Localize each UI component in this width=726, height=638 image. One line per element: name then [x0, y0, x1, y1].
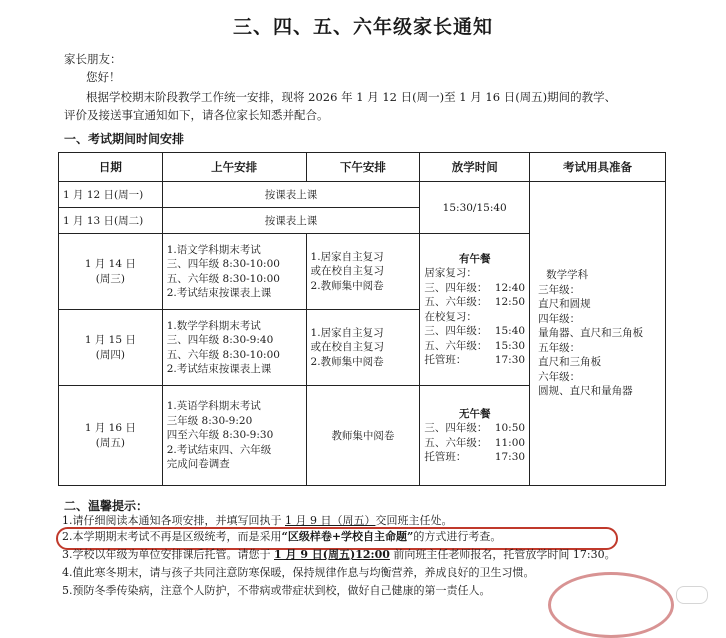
afternoon-line: 1.居家自主复习: [310, 250, 384, 263]
dismissal-cell: 15:30/15:40: [420, 182, 530, 234]
section-heading-schedule: 一、考试期间时间安排: [64, 132, 185, 146]
afternoon-cell: [306, 234, 420, 310]
tools-line: 五年级：: [538, 341, 581, 354]
dismissal-cell: [420, 386, 530, 486]
table-row: [59, 182, 666, 208]
morning-line: 2.考试结束按课表上课: [166, 287, 272, 299]
dismissal-line: 五、六年级： 15:30: [424, 339, 526, 352]
header-date: 日期: [59, 153, 163, 182]
date-line: (周五): [95, 436, 125, 449]
section-heading-tips: 二、温馨提示：: [64, 499, 149, 513]
morning-line: 2.考试结束按课表上课: [166, 363, 272, 375]
schedule-table: [58, 152, 666, 486]
dismissal-line: 托管班： 17:30: [424, 451, 526, 463]
date-cell: [59, 310, 163, 386]
tools-line: 四年级：: [538, 312, 581, 325]
afternoon-line: 或在校自主复习: [310, 265, 385, 278]
dismissal-line: 五、六年级： 11:00: [424, 436, 526, 449]
dismissal-heading: 无午餐: [458, 407, 491, 420]
page-title: 三、四、五、六年级家长通知: [232, 16, 493, 38]
morning-line: 三年级 8:30-9:20: [166, 414, 253, 427]
afternoon-line: 或在校自主复习: [310, 341, 385, 354]
date-line: (周四): [95, 348, 125, 361]
morning-line: 1.语文学科期末考试: [166, 243, 261, 256]
dismissal-line: 五、六年级： 12:50: [424, 296, 526, 308]
date-line: 1 月 14 日: [84, 258, 136, 270]
morning-cell: [162, 234, 306, 310]
morning-line: 五、六年级 8:30-10:00: [166, 348, 280, 361]
tip-1: 1.请仔细阅读本通知各项安排，并填写回执于 1 月 9 日（周五）交回班主任处。: [62, 514, 453, 527]
morning-line: 三、四年级 8:30-10:00: [166, 258, 280, 270]
header-dismissal: 放学时间: [420, 153, 530, 182]
tools-line: 直尺和三角板: [538, 356, 602, 369]
morning-cell: [162, 310, 306, 386]
header-tools: 考试用具准备: [530, 153, 666, 182]
schedule-cell: 按课表上课: [162, 208, 420, 234]
intro-line-1: 根据学校期末阶段教学工作统一安排，现将 2026 年 1 月 12 日(周一)至 1 月 16 日(周五)期间的教学、: [86, 90, 617, 104]
afternoon-line: 2.教师集中阅卷: [310, 355, 384, 368]
watermark-badge: [676, 586, 708, 604]
tools-line: 三年级：: [538, 283, 581, 296]
tip-4: 4.值此寒冬期末，请与孩子共同注意防寒保暖，保持规律作息与均衡营养，养成良好的卫生习惯。: [62, 566, 535, 579]
schedule-cell: 按课表上课: [162, 182, 420, 208]
header-morning: 上午安排: [162, 153, 306, 182]
dismissal-heading: 有午餐: [458, 252, 491, 265]
date-cell: 1 月 13 日(周二): [59, 208, 163, 234]
morning-line: 五、六年级 8:30-10:00: [166, 272, 280, 285]
afternoon-line: 1.居家自主复习: [310, 326, 384, 339]
dismissal-line: 三、四年级： 15:40: [424, 325, 526, 337]
date-cell: [59, 386, 163, 486]
morning-line: 2.考试结束四、六年级: [166, 443, 272, 456]
tools-line: 数学学科: [546, 269, 589, 282]
date-cell: [59, 234, 163, 310]
afternoon-line: 2.教师集中阅卷: [310, 279, 384, 292]
tip-3: 3.学校以年级为单位安排课后托管。请您于 1 月 9 日(周五)12:00 前向班主任老师报名，托管放学时间 17:30。: [62, 548, 616, 561]
tools-line: 六年级：: [538, 370, 581, 383]
tools-line: 直尺和圆规: [538, 298, 591, 311]
dismissal-line: 托管班： 17:30: [424, 354, 526, 366]
morning-line: 三、四年级 8:30-9:40: [166, 334, 274, 346]
greeting: 家长朋友：: [64, 52, 122, 66]
tools-line: 圆规、直尺和量角器: [538, 385, 633, 398]
date-line: 1 月 15 日: [84, 334, 136, 346]
header-afternoon: 下午安排: [306, 153, 420, 182]
dismissal-line: 三、四年级： 10:50: [424, 422, 526, 434]
tools-line: 量角器、直尺和三角板: [538, 327, 644, 340]
school-seal-stamp: [548, 572, 674, 638]
tip-5: 5.预防冬季传染病，注意个人防护，不带病或带症状到校，做好自己健康的第一责任人。: [62, 584, 491, 597]
morning-line: 四至六年级 8:30-9:30: [166, 429, 274, 442]
afternoon-cell: [306, 310, 420, 386]
date-cell: 1 月 12 日(周一): [59, 182, 163, 208]
date-line: (周三): [95, 272, 125, 285]
tools-cell: [530, 182, 666, 486]
dismissal-line: 在校复习：: [424, 310, 477, 323]
morning-cell: [162, 386, 306, 486]
morning-line: 完成问卷调查: [166, 458, 230, 471]
date-line: 1 月 16 日: [84, 422, 136, 434]
tip-2: 2.本学期期末考试不再是区级统考，而是采用“区级样卷+学校自主命题”的方式进行考查。: [62, 530, 502, 543]
intro-line-2: 评价及接送事宜通知如下，请各位家长知悉并配合。: [64, 108, 329, 122]
afternoon-cell: 教师集中阅卷: [306, 386, 420, 486]
salutation: 您好！: [86, 70, 121, 84]
red-highlight-oval: [56, 527, 618, 550]
table-header-row: [59, 153, 666, 182]
dismissal-cell: [420, 234, 530, 386]
morning-line: 1.数学学科期末考试: [166, 319, 261, 332]
dismissal-line: 居家复习：: [424, 267, 477, 279]
dismissal-line: 三、四年级： 12:40: [424, 281, 526, 294]
morning-line: 1.英语学科期末考试: [166, 400, 261, 413]
